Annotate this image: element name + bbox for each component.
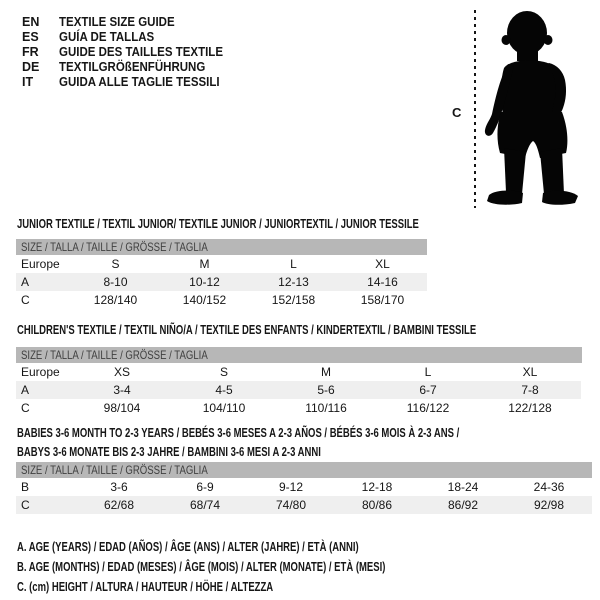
size-value: S	[111, 257, 120, 271]
table-row	[16, 381, 581, 399]
babies-table-title	[17, 424, 599, 462]
size-value: 12-18	[361, 480, 393, 494]
size-value: 14-16	[367, 275, 398, 289]
language-code: DE	[22, 59, 40, 74]
size-value: 122/128	[508, 401, 552, 415]
babies-size-header-bar	[16, 462, 592, 478]
size-value: 6-7	[419, 383, 437, 397]
footnote-legend	[17, 537, 502, 597]
size-value: 128/140	[93, 293, 138, 307]
size-value: 10-12	[189, 275, 220, 289]
row-label: Europe	[21, 365, 60, 379]
size-value: 4-5	[215, 383, 233, 397]
size-value: L	[424, 365, 432, 379]
language-code: ES	[22, 29, 39, 44]
table-row	[16, 496, 592, 514]
table-row	[16, 363, 581, 381]
language-row-it	[22, 74, 237, 89]
size-value: 116/122	[406, 401, 450, 415]
language-title-list	[22, 14, 237, 89]
size-value: L	[290, 257, 297, 271]
language-row-es	[22, 29, 237, 44]
size-value: 110/116	[305, 401, 347, 415]
size-value: S	[219, 365, 228, 379]
size-value: 12-13	[278, 275, 309, 289]
size-value: 62/68	[103, 498, 135, 512]
height-measure-dotted-line	[474, 10, 476, 208]
junior-size-header-bar	[16, 239, 427, 255]
size-value: M	[199, 257, 210, 271]
size-value: 74/80	[275, 498, 307, 512]
junior-table-title-text: JUNIOR TEXTILE / TEXTIL JUNIOR/ TEXTILE JUNIOR / JUNIORTEXTIL / JUNIOR TESSILE	[17, 217, 419, 231]
row-label: A	[21, 275, 30, 289]
size-value: 158/170	[360, 293, 405, 307]
size-value: 98/104	[103, 401, 141, 415]
size-value: 6-9	[196, 480, 214, 494]
language-title: TEXTILE SIZE GUIDE	[59, 14, 175, 29]
children-table-title-text: CHILDREN'S TEXTILE / TEXTIL NIÑO/A / TEXTILE DES ENFANTS / KINDERTEXTIL / BAMBINI TESSILE	[17, 323, 477, 337]
language-title: TEXTILGRÖßENFÜHRUNG	[59, 59, 206, 74]
size-value: 104/110	[202, 401, 246, 415]
size-value: XS	[113, 365, 130, 379]
size-value: 140/152	[182, 293, 227, 307]
size-value: 3-4	[113, 383, 131, 397]
footnote-b: B. AGE (MONTHS) / EDAD (MESES) / ÂGE (MOIS) / ALTER (MONATE) / ETÀ (MESI)	[17, 560, 386, 574]
table-row	[16, 255, 427, 273]
size-value: 18-24	[447, 480, 479, 494]
size-header-text: SIZE / TALLA / TAILLE / GRÖSSE / TAGLIA	[21, 240, 208, 254]
language-code: FR	[22, 44, 39, 59]
row-label: C	[21, 401, 30, 415]
footnote-c: C. (cm) HEIGHT / ALTURA / HAUTEUR / HÖHE / ALTEZZA	[17, 580, 274, 594]
language-row-en	[22, 14, 237, 29]
babies-size-table	[16, 478, 592, 514]
language-title: GUIDE DES TAILLES TEXTILE	[59, 44, 224, 59]
size-header-text: SIZE / TALLA / TAILLE / GRÖSSE / TAGLIA	[21, 348, 208, 362]
size-value: XL	[375, 257, 390, 271]
language-code: IT	[22, 74, 34, 89]
size-value: 8-10	[103, 275, 128, 289]
size-value: M	[321, 365, 331, 379]
size-value: 24-36	[533, 480, 565, 494]
row-label: A	[21, 383, 30, 397]
table-row	[16, 273, 427, 291]
size-header-text: SIZE / TALLA / TAILLE / GRÖSSE / TAGLIA	[21, 463, 208, 477]
row-label: B	[21, 480, 30, 494]
babies-table-title-line1: BABIES 3-6 MONTH TO 2-3 YEARS / BEBÉS 3-6 MESES A 2-3 AÑOS / BÉBÉS 3-6 MOIS À 2-3 ANS /	[17, 426, 460, 440]
size-value: 68/74	[189, 498, 221, 512]
row-label: Europe	[21, 257, 60, 271]
size-value: 80/86	[361, 498, 393, 512]
size-value: 3-6	[110, 480, 128, 494]
language-title: GUÍA DE TALLAS	[59, 29, 155, 44]
toddler-silhouette	[481, 8, 588, 209]
language-row-fr	[22, 44, 237, 59]
table-row	[16, 399, 581, 417]
size-value: 9-12	[278, 480, 304, 494]
size-value: 7-8	[521, 383, 539, 397]
footnote-a: A. AGE (YEARS) / EDAD (AÑOS) / ÂGE (ANS) / ALTER (JAHRE) / ETÀ (ANNI)	[17, 540, 359, 554]
children-table-title	[17, 321, 600, 340]
row-label: C	[21, 498, 30, 512]
size-value: XL	[522, 365, 538, 379]
size-value: 92/98	[533, 498, 565, 512]
junior-size-table	[16, 255, 427, 309]
table-row	[16, 478, 592, 496]
size-value: 86/92	[447, 498, 479, 512]
babies-table-title-line2: BABYS 3-6 MONATE BIS 2-3 JAHRE / BAMBINI 3-6 MESI A 2-3 ANNI	[17, 445, 321, 459]
children-size-table	[16, 363, 581, 417]
row-label: C	[21, 293, 30, 307]
height-measure-label: C	[452, 105, 462, 120]
language-code: EN	[22, 14, 40, 29]
language-title: GUIDA ALLE TAGLIE TESSILI	[59, 74, 220, 89]
junior-table-title	[17, 215, 546, 234]
children-size-header-bar	[16, 347, 582, 363]
table-row	[16, 291, 427, 309]
size-value: 152/158	[271, 293, 316, 307]
language-row-de	[22, 59, 237, 74]
size-value: 5-6	[317, 383, 335, 397]
